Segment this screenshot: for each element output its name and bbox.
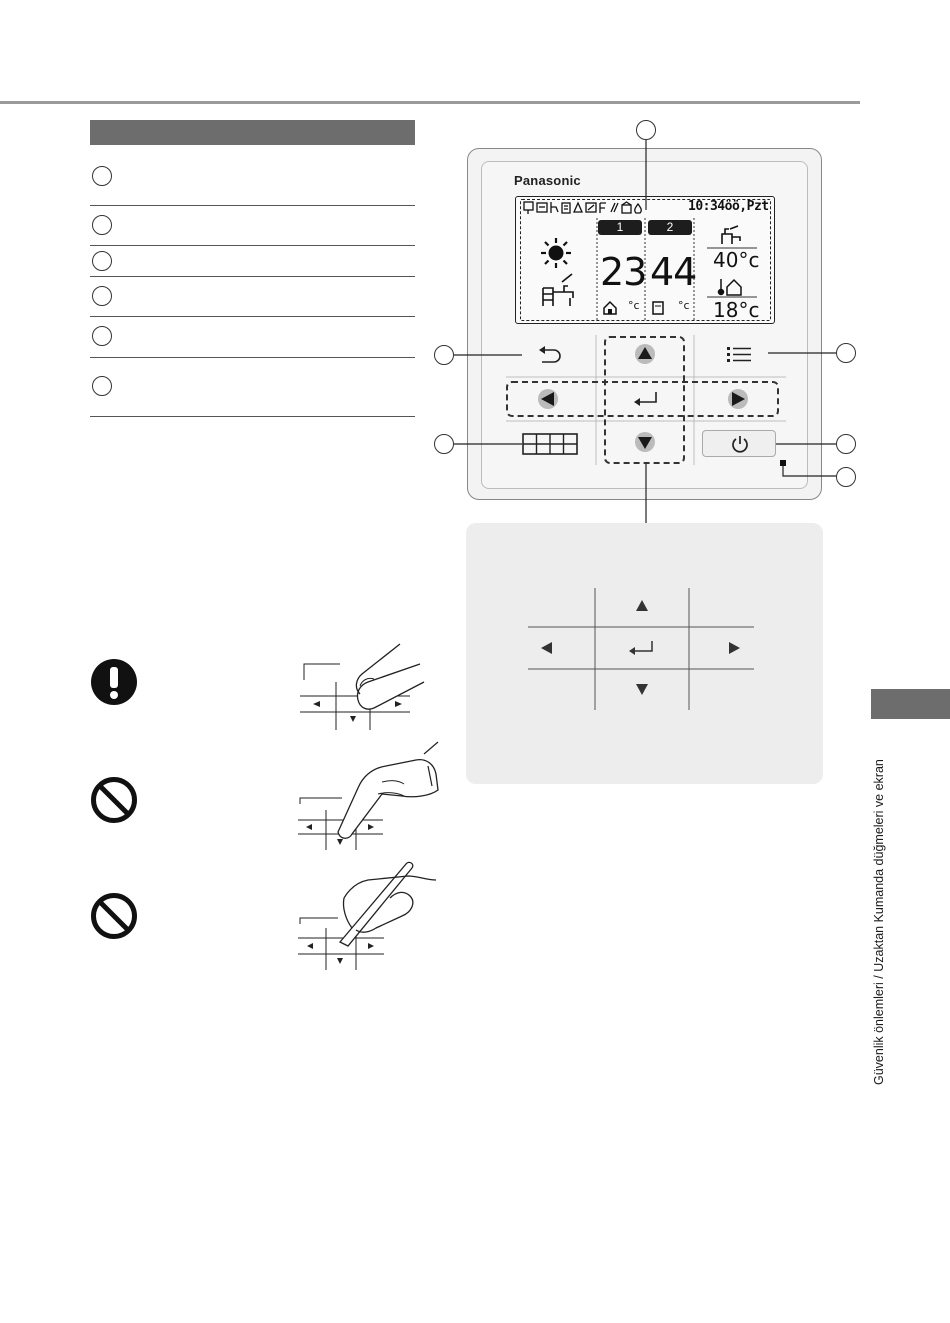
callout-circle-back [434,345,454,365]
section-tab [871,689,950,719]
zone-2-badge: 2 [648,220,692,235]
callout-circle-led [836,467,856,487]
detail-left-key [536,637,560,659]
prohibition-icon [90,776,138,824]
zone-2-unit: °c [678,299,690,312]
section-tab-label: Güvenlik önlemleri / Uzaktan Kumanda düğmeleri ve ekran [872,759,886,1085]
fingernail-press-illustration [298,742,458,852]
exclamation-icon [90,658,138,706]
detail-right-key [724,637,748,659]
zone-1-badge: 1 [598,220,642,235]
room-temperature: 18°c [713,298,760,322]
detail-enter-key [628,637,656,659]
tank-temperature: 40°c [713,248,760,272]
pen-press-illustration [298,858,440,973]
callout-circle-display [636,120,656,140]
zone-1-unit: °c [628,299,640,312]
prohibition-icon [90,892,138,940]
detail-up-key [630,593,654,615]
zone-1-temperature: 23 [600,250,647,294]
zone-2-temperature: 44 [650,250,697,294]
clock-display: 10:34öö,Pzt [688,199,769,214]
callout-circle-quick-menu [434,434,454,454]
callout-circle-power [836,434,856,454]
finger-press-illustration [300,642,425,734]
callout-circle-menu [836,343,856,363]
brand-logo: Panasonic [514,173,581,188]
detail-down-key [630,680,654,702]
